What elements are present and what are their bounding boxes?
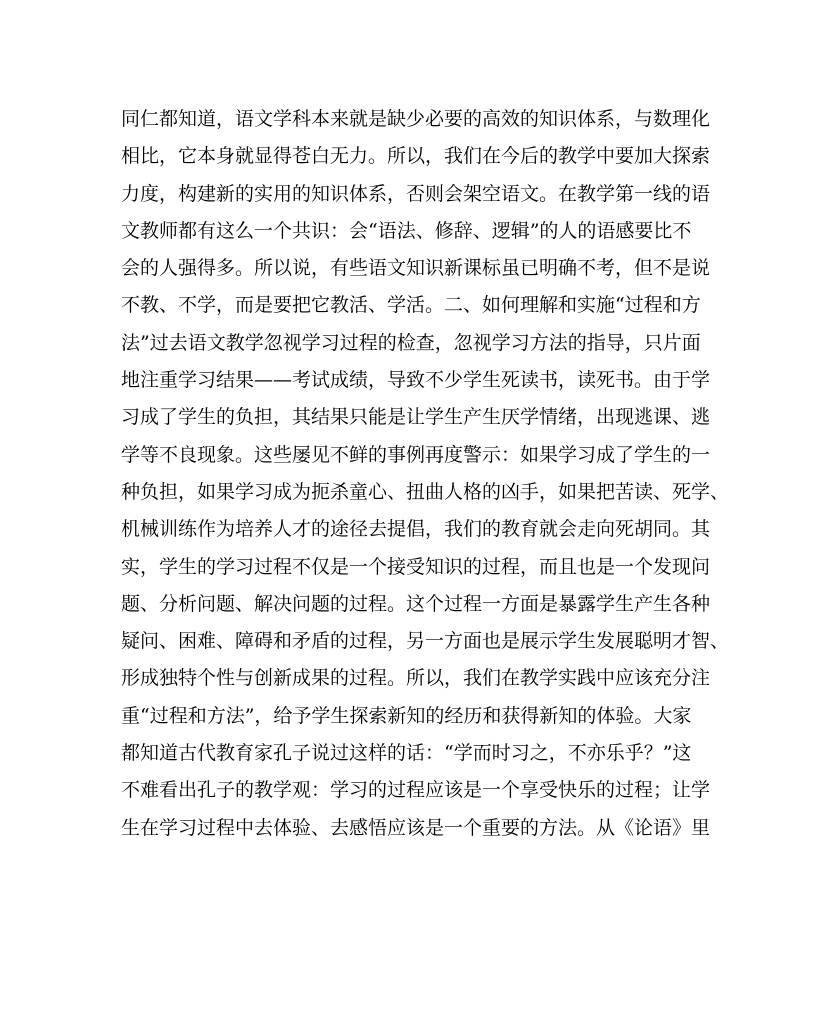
text-line: 会的人强得多。所以说，有些语文知识新课标虽已明确不考，但不是说 xyxy=(121,257,711,280)
text-line: 法”过去语文教学忽视学习过程的检查，忽视学习方法的指导，只片面 xyxy=(121,331,701,354)
text-line: 不教、不学，而是要把它教活、学活。二、如何理解和实施“过程和方 xyxy=(121,294,701,317)
text-line: 生在学习过程中去体验、去感悟应该是一个重要的方法。从《论语》里 xyxy=(121,816,711,839)
text-line: 学等不良现象。这些屡见不鲜的事例再度警示：如果学习成了学生的一 xyxy=(121,443,711,466)
text-line: 地注重学习结果——考试成绩，导致不少学生死读书，读死书。由于学 xyxy=(121,369,711,392)
text-line: 机械训练作为培养人才的途径去提倡，我们的教育就会走向死胡同。其 xyxy=(121,518,711,541)
text-line: 形成独特个性与创新成果的过程。所以，我们在教学实践中应该充分注 xyxy=(121,667,711,690)
text-line: 相比，它本身就显得苍白无力。所以，我们在今后的教学中要加大探索 xyxy=(121,145,711,168)
text-line: 种负担，如果学习成为扼杀童心、扭曲人格的凶手，如果把苦读、死学、 xyxy=(121,480,730,503)
text-line: 实，学生的学习过程不仅是一个接受知识的过程，而且也是一个发现问 xyxy=(121,555,711,578)
text-line: 重“过程和方法”，给予学生探索新知的经历和获得新知的体验。大家 xyxy=(121,704,692,727)
text-line: 力度，构建新的实用的知识体系，否则会架空语文。在教学第一线的语 xyxy=(121,182,711,205)
text-line: 同仁都知道，语文学科本来就是缺少必要的高效的知识体系，与数理化 xyxy=(121,108,711,130)
text-line: 疑问、困难、障碍和矛盾的过程，另一方面也是展示学生发展聪明才智、 xyxy=(121,630,730,653)
text-line: 都知道古代教育家孔子说过这样的话：“学而时习之，不亦乐乎？”这 xyxy=(121,742,692,765)
text-line: 文教师都有这么一个共识：会“语法、修辞、逻辑”的人的语感要比不 xyxy=(121,219,692,242)
text-line: 习成了学生的负担，其结果只能是让学生产生厌学情绪，出现逃课、逃 xyxy=(121,406,711,429)
text-line: 不难看出孔子的教学观：学习的过程应该是一个享受快乐的过程；让学 xyxy=(121,779,711,802)
body-text xyxy=(121,101,730,847)
text-line: 题、分析问题、解决问题的过程。这个过程一方面是暴露学生产生各种 xyxy=(121,592,711,615)
